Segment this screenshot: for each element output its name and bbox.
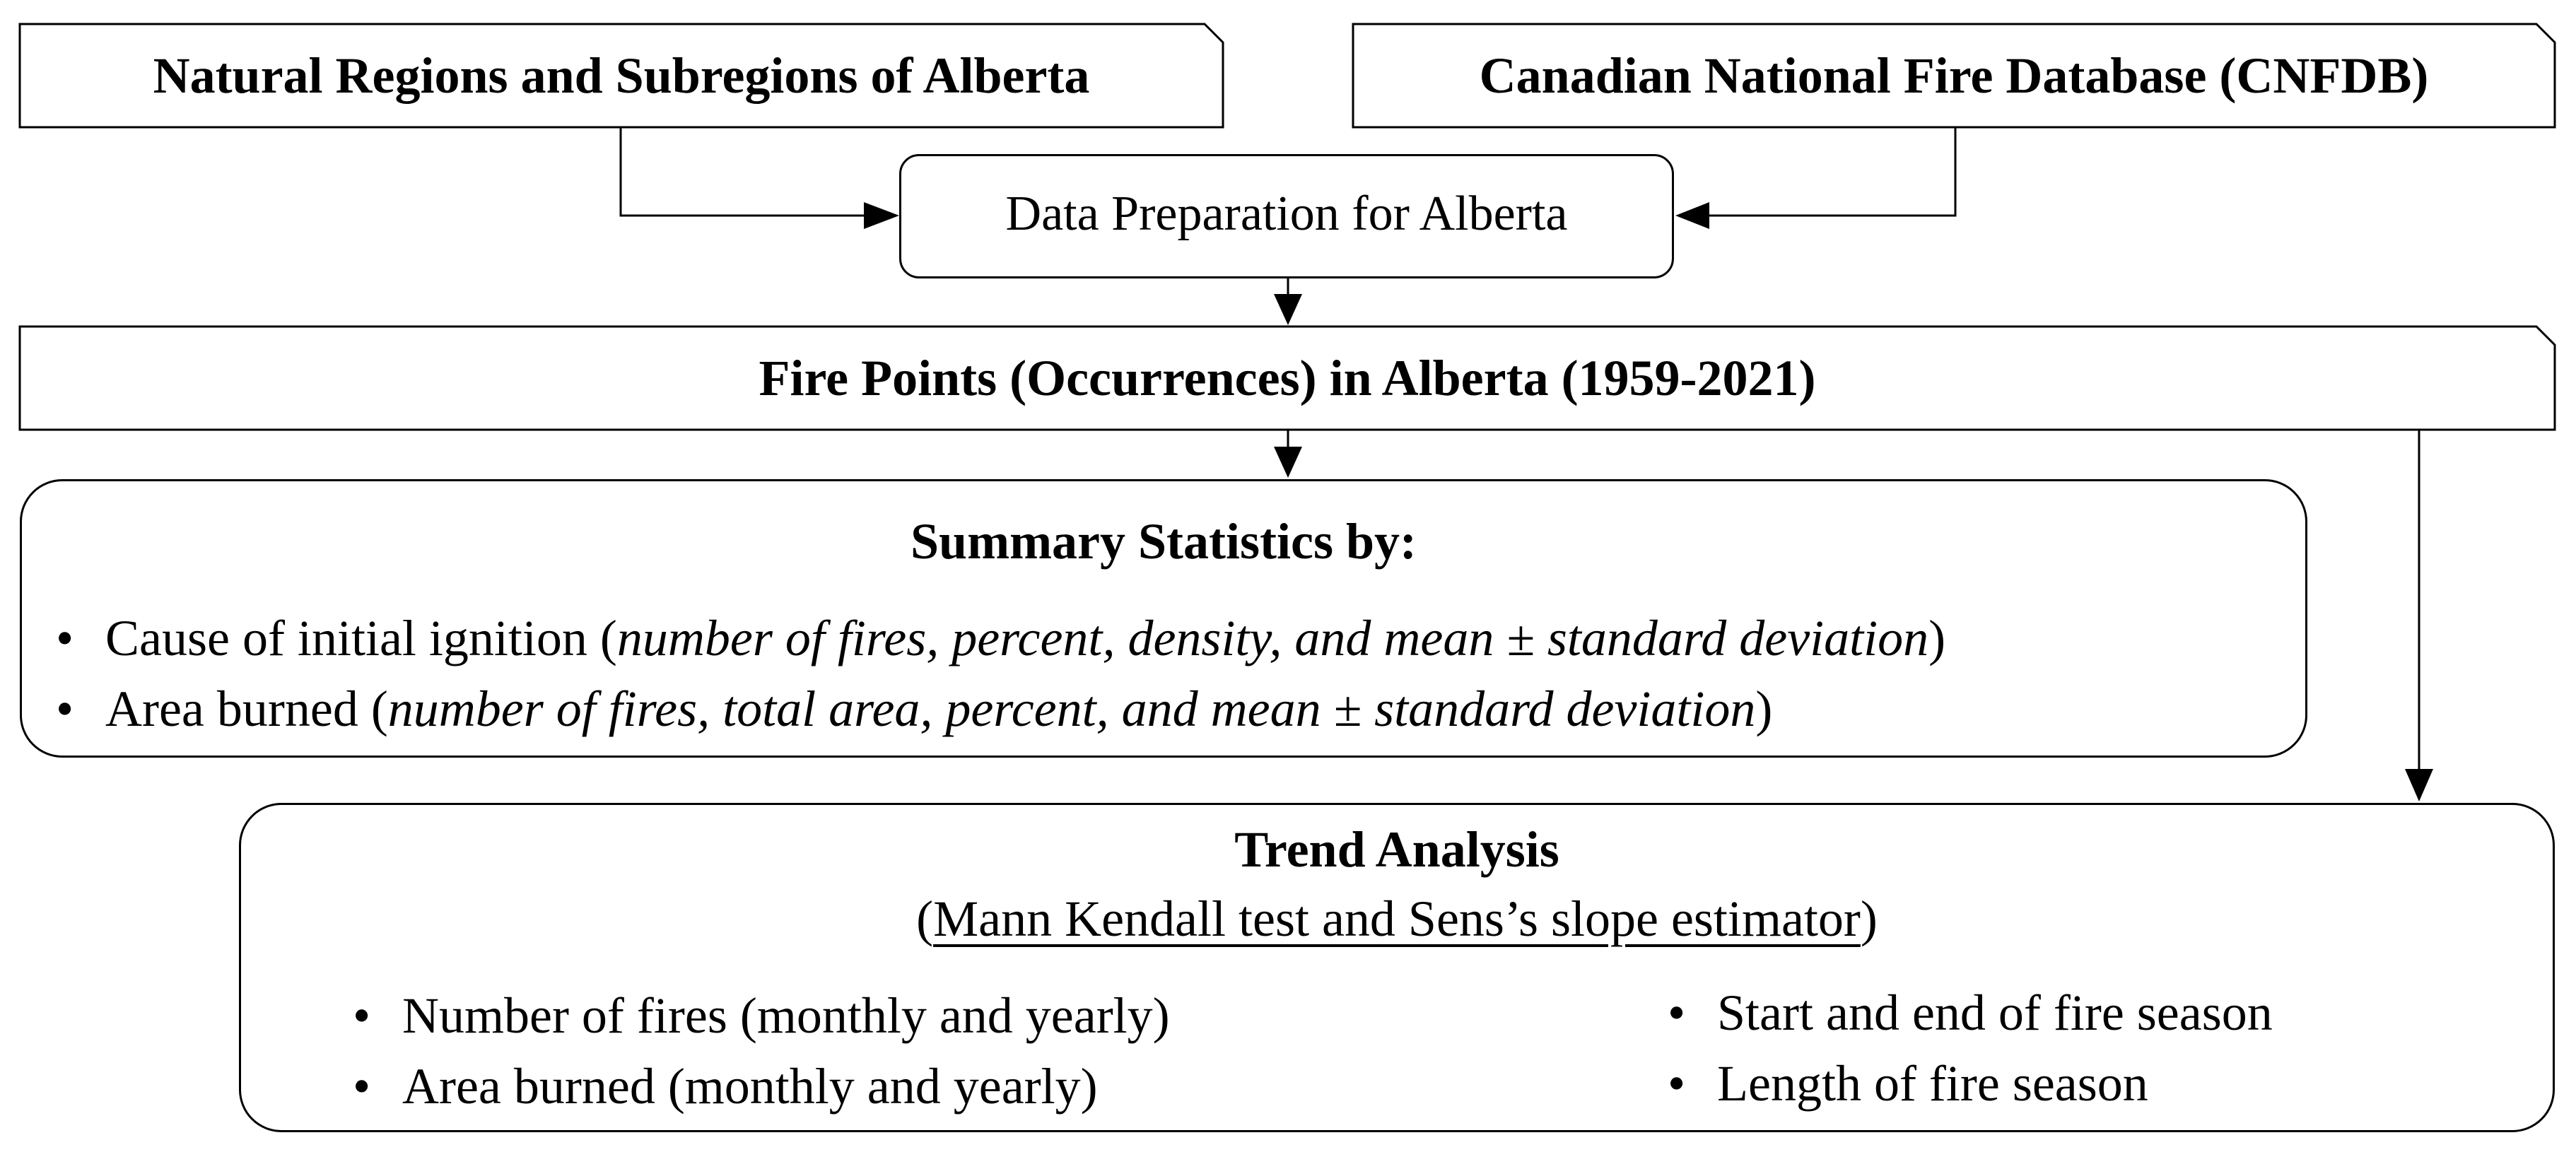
trend-title: Trend Analysis: [1234, 821, 1559, 878]
connector-left-source: [621, 127, 867, 216]
arrowhead-prep-to-fire: [1274, 294, 1302, 325]
trend-item-season-start-end: • Start and end of fire season: [1662, 977, 2273, 1048]
trend-item-season-length: • Length of fire season: [1662, 1048, 2273, 1119]
fire-points-label: Fire Points (Occurrences) in Alberta (1959-2021): [759, 349, 1816, 406]
summary-item-area: • Area burned (number of fires, total area, percent, and mean ± standard deviation): [50, 674, 1945, 744]
fire-points-box: [20, 327, 2555, 430]
summary-list: [50, 603, 1945, 744]
source-cnfdb: [1353, 24, 2555, 127]
summary-item-area-detail: number of fires, total area, percent, and mean ± standard deviation: [387, 681, 1756, 737]
trend-method: (Mann Kendall test and Sens’s slope estimator): [916, 891, 1878, 947]
arrowhead-left-source: [864, 202, 899, 229]
summary-item-cause: • Cause of initial ignition (number of fires, percent, density, and mean ± standard deviation): [50, 603, 1945, 674]
summary-title: Summary Statistics by:: [911, 513, 1417, 570]
arrowhead-fire-to-trend: [2405, 769, 2433, 801]
source-natural-regions: [20, 24, 1223, 127]
trend-item-number-of-fires: • Number of fires (monthly and yearly): [347, 980, 1170, 1051]
source-natural-regions-label: Natural Regions and Subregions of Alberta: [153, 47, 1090, 104]
connector-right-source: [1705, 127, 1955, 216]
summary-statistics-box: [20, 479, 2307, 758]
arrowhead-fire-to-summary: [1274, 447, 1302, 478]
arrowhead-right-source: [1675, 202, 1709, 229]
trend-list-left: [347, 980, 1170, 1122]
source-cnfdb-label: Canadian National Fire Database (CNFDB): [1479, 47, 2429, 104]
data-preparation-label: Data Preparation for Alberta: [1005, 187, 1568, 241]
trend-method-name: Mann Kendall test and Sens’s slope estimator: [933, 891, 1861, 947]
data-preparation-box: [899, 154, 1674, 278]
summary-item-cause-detail: number of fires, percent, density, and mean ± standard deviation: [616, 610, 1929, 666]
trend-item-area-burned: • Area burned (monthly and yearly): [347, 1051, 1170, 1122]
trend-analysis-box: [239, 803, 2555, 1132]
trend-list-right: [1662, 977, 2273, 1119]
